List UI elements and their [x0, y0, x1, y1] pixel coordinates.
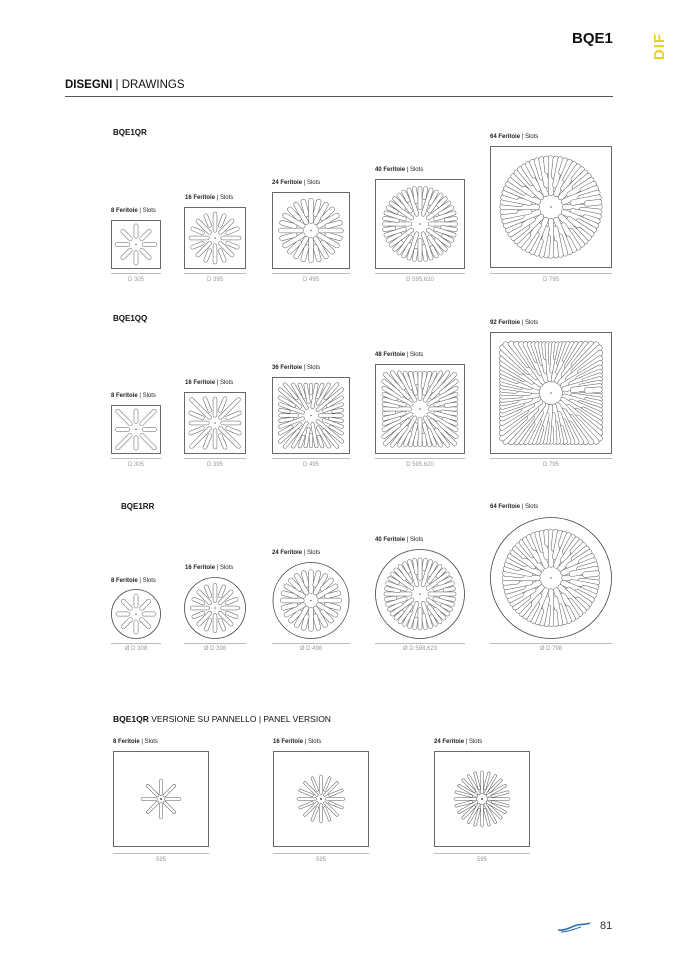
section-title-en: DRAWINGS	[121, 79, 185, 91]
panel-diffuser-drawing	[273, 751, 369, 847]
slot-label: 8 Feritoie | Slots	[111, 208, 156, 214]
slot-label: 64 Feritoie | Slots	[490, 134, 539, 140]
dimension-line	[113, 853, 209, 854]
dimension-label: Ø D 308	[124, 646, 148, 652]
dimension-label: 595	[155, 857, 166, 863]
dimension-label: D 495	[302, 462, 319, 468]
category-tab	[652, 32, 670, 62]
section-title-sep: |	[112, 79, 122, 91]
slot-label: 36 Feritoie | Slots	[272, 365, 321, 371]
slot-label: 24 Feritoie | Slots	[272, 180, 321, 186]
slot-label: 40 Feritoie | Slots	[375, 167, 424, 173]
dimension-label: D 305	[127, 462, 144, 468]
dimension-line	[272, 458, 350, 459]
dimension-label: Ø D 498	[299, 646, 323, 652]
dimension-label: Ø D 798	[539, 646, 563, 652]
diffuser-drawing	[375, 364, 465, 454]
dimension-label: Ø D 598,623	[402, 646, 438, 652]
diffuser-drawing	[375, 179, 465, 269]
dimension-label: D 305	[127, 277, 144, 283]
dimension-line	[434, 853, 530, 854]
slot-label: 16 Feritoie | Slots	[185, 565, 234, 571]
slot-label: 92 Feritoie | Slots	[490, 320, 539, 326]
dimension-label: 595	[315, 857, 326, 863]
section-title-it: DISEGNI	[65, 79, 113, 91]
dimension-line	[272, 643, 350, 644]
dimension-label: D 595,620	[406, 277, 434, 283]
slot-label: 24 Feritoie | Slots	[434, 739, 483, 745]
diffuser-drawing	[184, 577, 246, 639]
diffuser-drawing	[184, 207, 246, 269]
dimension-label: D 495	[302, 277, 319, 283]
dimension-label: D 795	[542, 462, 559, 468]
slot-label: 16 Feritoie | Slots	[185, 195, 234, 201]
slot-label: 8 Feritoie | Slots	[111, 393, 156, 399]
diffuser-drawing	[490, 517, 612, 639]
dimension-line	[375, 643, 465, 644]
diffuser-drawing	[184, 392, 246, 454]
diffuser-drawing	[111, 220, 161, 269]
panel-diffuser-drawing	[434, 751, 530, 847]
category-tab-label: DIF	[651, 32, 669, 61]
dimension-line	[490, 458, 612, 459]
diffuser-drawing	[490, 146, 612, 268]
diffuser-drawing	[111, 405, 161, 454]
section-title	[65, 79, 185, 91]
series-label-qq: BQE1QQ	[113, 314, 148, 323]
dimension-label: Ø D 398	[203, 646, 227, 652]
diffuser-drawing	[375, 549, 465, 639]
slot-label: 48 Feritoie | Slots	[375, 352, 424, 358]
slot-label: 24 Feritoie | Slots	[272, 550, 321, 556]
product-code: BQE1	[572, 30, 613, 47]
dimension-line	[375, 458, 465, 459]
dimension-line	[273, 853, 369, 854]
slot-label: 40 Feritoie | Slots	[375, 537, 424, 543]
section-rule	[65, 96, 613, 97]
dimension-line	[375, 273, 465, 274]
diffuser-drawing	[111, 589, 161, 639]
dimension-label: 595	[476, 857, 487, 863]
dimension-line	[272, 273, 350, 274]
diffuser-drawing	[272, 562, 350, 639]
dimension-line	[111, 643, 161, 644]
dimension-line	[111, 458, 161, 459]
page-number: 81	[600, 920, 613, 932]
slot-label: 16 Feritoie | Slots	[185, 380, 234, 386]
slot-label: 64 Feritoie | Slots	[490, 504, 539, 510]
dimension-label: D 795	[542, 277, 559, 283]
dimension-line	[490, 273, 612, 274]
diffuser-drawing	[490, 332, 612, 454]
dimension-line	[184, 458, 246, 459]
series-label-rr: BQE1RR	[121, 502, 155, 511]
dimension-line	[111, 273, 161, 274]
slot-label: 16 Feritoie | Slots	[273, 739, 322, 745]
series-label-qr: BQE1QR	[113, 128, 147, 137]
wave-logo-icon	[557, 921, 591, 933]
panel-section-title: BQE1QR VERSIONE SU PANNELLO | PANEL VERSION	[113, 714, 331, 724]
dimension-label: D 395	[206, 462, 223, 468]
slot-label: 8 Feritoie | Slots	[111, 578, 156, 584]
dimension-line	[184, 273, 246, 274]
panel-diffuser-drawing	[113, 751, 209, 847]
dimension-label: D 595,620	[406, 462, 434, 468]
dimension-line	[490, 643, 612, 644]
slot-label: 8 Feritoie | Slots	[113, 739, 158, 745]
dimension-line	[184, 643, 246, 644]
diffuser-drawing	[272, 377, 350, 454]
dimension-label: D 395	[206, 277, 223, 283]
diffuser-drawing	[272, 192, 350, 269]
